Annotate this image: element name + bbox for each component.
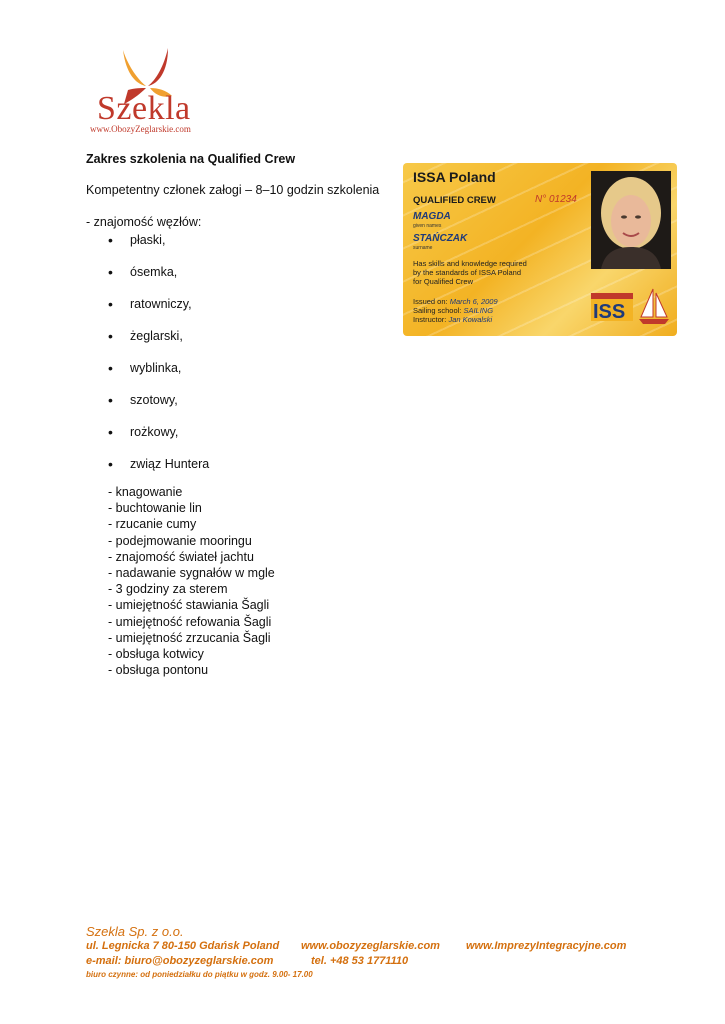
list-item: - obsługa kotwicy: [108, 646, 204, 661]
list-item: - 3 godziny za sterem: [108, 582, 228, 597]
list-item: - knagowanie: [108, 485, 183, 499]
list-item: • ratowniczy,: [108, 296, 209, 328]
knots-heading: - znajomość węzłów:: [86, 215, 202, 229]
footer-website-link[interactable]: www.obozyzeglarskie.com: [301, 940, 440, 952]
list-item: - buchtowanie lin: [108, 501, 202, 516]
card-surname: STAŃCZAK: [413, 233, 468, 244]
issa-logo-icon: [591, 293, 633, 321]
list-item: - obsługa pontonu: [108, 663, 209, 678]
card-given-label: given names: [413, 223, 442, 229]
card-skills-line: for Qualified Crew: [413, 277, 474, 286]
card-qualification: QUALIFIED CREW: [413, 195, 496, 206]
portrait-photo: [591, 171, 671, 269]
document-title: Zakres szkolenia na Qualified Crew: [86, 152, 296, 166]
card-instructor-value: Jan Kowalski: [448, 315, 493, 324]
card-skills-line: Has skills and knowledge required: [413, 259, 527, 268]
list-item: - umiejętność refowania Šagli: [108, 614, 272, 629]
footer-address: ul. Legnicka 7 80-150 Gdańsk Poland: [86, 940, 280, 952]
issa-certificate-card: [403, 163, 677, 336]
card-given-name: MAGDA: [413, 211, 451, 222]
logo-wordmark: Szekla: [97, 90, 191, 127]
footer-hours: biuro czynne: od poniedziałku do piątku w godz. 9.00- 17.00: [86, 970, 313, 979]
footer-email[interactable]: e-mail: biuro@obozyzeglarskie.com: [86, 955, 274, 967]
card-skills-line: by the standards of ISSA Poland: [413, 268, 521, 277]
footer-phone: tel. +48 53 1771110: [311, 955, 409, 967]
list-item: - znajomość świateł jachtu: [108, 549, 254, 564]
list-item: • szotowy,: [108, 392, 209, 424]
list-item: • żeglarski,: [108, 328, 209, 360]
list-item: - rzucanie cumy: [108, 517, 197, 532]
card-school: [413, 306, 498, 315]
footer-website-link[interactable]: www.ImprezyIntegracyjne.com: [466, 940, 627, 952]
card-surname-label: surname: [413, 245, 433, 251]
card-instructor: [413, 315, 498, 324]
list-item: • ósemka,: [108, 264, 209, 296]
list-item: • rożkowy,: [108, 424, 209, 456]
knots-list: [108, 232, 209, 488]
card-instructor-label: Instructor:: [413, 315, 447, 324]
list-item: - podejmowanie mooringu: [108, 533, 252, 548]
card-info: [413, 297, 498, 324]
list-item: - umiejętność zrzucania Šagli: [108, 630, 271, 645]
footer-company: Szekla Sp. z o.o.: [86, 924, 184, 939]
document-subtitle: Kompetentny członek załogi – 8–10 godzin szkolenia: [86, 183, 380, 197]
logo-url: www.ObozyZeglarskie.com: [90, 124, 191, 134]
card-skills-text: [413, 259, 563, 286]
list-item: • związ Huntera: [108, 456, 209, 488]
issa-logo-text: ISS: [593, 301, 626, 321]
card-title: ISSA Poland: [413, 169, 496, 185]
list-item: • płaski,: [108, 232, 209, 264]
list-item: - nadawanie sygnałów w mgle: [108, 565, 275, 580]
card-issued-label: Issued on:: [413, 297, 448, 306]
list-item: - umiejętność stawiania Šagli: [108, 598, 270, 613]
card-school-label: Sailing school:: [413, 306, 462, 315]
card-school-value: SAILING: [463, 306, 494, 315]
sailboat-icon: [637, 287, 671, 325]
card-issued-value: March 6, 2009: [449, 297, 498, 306]
list-item: • wyblinka,: [108, 360, 209, 392]
card-issued: [413, 297, 498, 306]
skills-list: [108, 484, 275, 678]
card-number: N° 01234: [535, 194, 577, 205]
